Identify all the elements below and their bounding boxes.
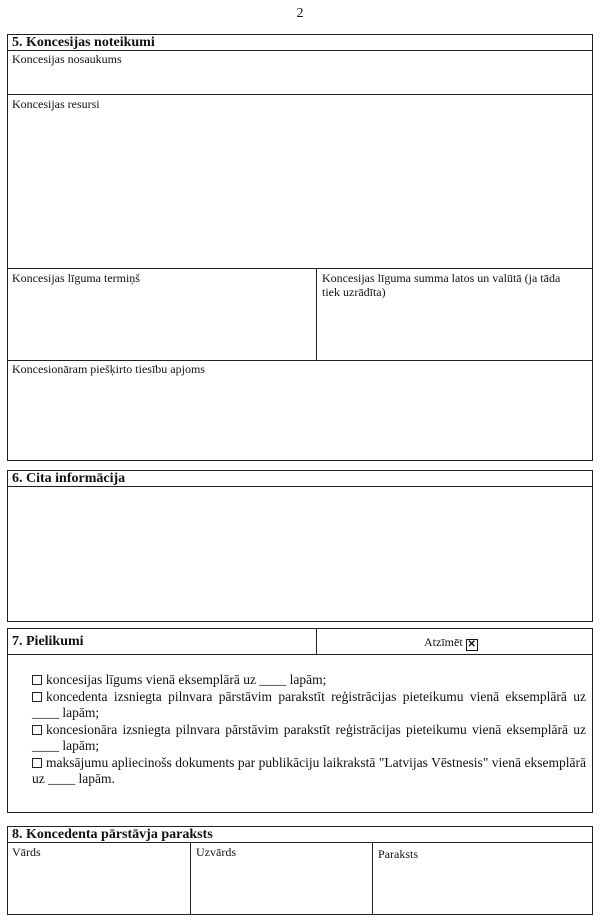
divider xyxy=(190,843,191,915)
divider xyxy=(8,360,592,361)
section-6-box xyxy=(7,470,593,622)
contract-term-label: Koncesijas līguma termiņš xyxy=(12,271,140,285)
checked-box-icon[interactable]: ✕ xyxy=(467,639,476,650)
divider xyxy=(8,268,592,269)
divider xyxy=(316,268,317,360)
section-5-title: 5. Koncesijas noteikumi xyxy=(8,35,592,51)
checkbox-icon[interactable] xyxy=(32,725,42,735)
section-7-box xyxy=(7,628,593,813)
contract-sum-label: Koncesijas līguma summa latos un valūtā (ja tāda tiek uzrādīta) xyxy=(322,271,561,299)
attachment-item[interactable]: koncedenta izsniegta pilnvara pārstāvim parakstīt reģistrācijas pieteikumu vienā eksemplārā uz ____ lapām; xyxy=(32,688,586,720)
divider xyxy=(372,843,373,915)
divider xyxy=(316,629,317,655)
concession-resources-label: Koncesijas resursi xyxy=(12,97,100,111)
checkbox-icon[interactable] xyxy=(32,758,42,768)
section-8-box xyxy=(7,826,593,915)
checkbox-icon[interactable] xyxy=(32,675,42,685)
checkbox-icon[interactable] xyxy=(32,692,42,702)
section-8-title: 8. Koncedenta pārstāvja paraksts xyxy=(8,827,592,843)
section-7-title: 7. Pielikumi xyxy=(8,629,592,655)
divider xyxy=(8,94,592,95)
section-5-box xyxy=(7,34,593,461)
mark-label: Atzīmēt xyxy=(424,635,463,649)
signature-label: Paraksts xyxy=(378,847,418,861)
attachment-item[interactable]: koncesijas līgums vienā eksemplārā uz ____ lapām; xyxy=(32,672,586,689)
attachments-list xyxy=(32,672,586,788)
attachment-item[interactable]: maksājumu apliecinošs dokuments par publikāciju laikrakstā "Latvijas Vēstnesis" vienā eksemplārā uz ____ lapām. xyxy=(32,754,586,786)
attachment-item[interactable]: koncesionāra izsniegta pilnvara pārstāvim parakstīt reģistrācijas pieteikumu vienā eksemplārā uz ____ lapām; xyxy=(32,721,586,753)
last-name-label: Uzvārds xyxy=(196,845,236,859)
first-name-label: Vārds xyxy=(12,845,41,859)
concession-name-label: Koncesijas nosaukums xyxy=(12,52,122,66)
granted-rights-label: Koncesionāram piešķirto tiesību apjoms xyxy=(12,362,205,376)
mark-label-cell xyxy=(424,635,478,651)
section-6-title: 6. Cita informācija xyxy=(8,471,592,487)
page-number: 2 xyxy=(296,6,304,21)
